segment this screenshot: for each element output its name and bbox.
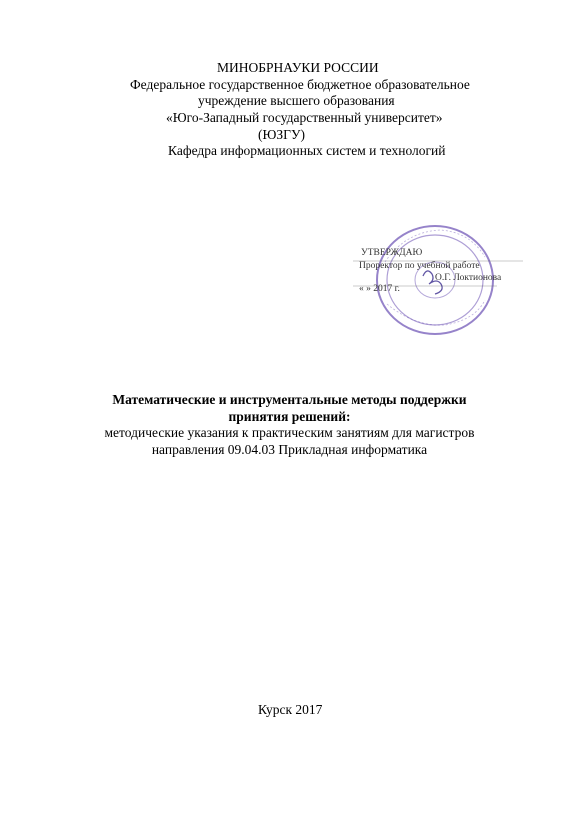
approval-position: Проректор по учебной работе (359, 261, 480, 271)
approval-title: УТВЕРЖДАЮ (361, 248, 423, 258)
city-year: Курск 2017 (258, 702, 323, 717)
document-title-line-1: Математические и инструментальные методы поддержки (112, 392, 467, 407)
ministry-line: МИНОБРНАУКИ РОССИИ (217, 60, 379, 75)
document-title-line-2: принятия решений: (228, 409, 351, 424)
department-name: Кафедра информационных систем и технологий (168, 143, 446, 158)
institution-line-1: Федеральное государственное бюджетное образовательное (130, 77, 470, 92)
university-abbr: (ЮЗГУ) (258, 127, 305, 142)
approval-date: « » 2017 г. (359, 284, 400, 294)
university-name: «Юго-Западный государственный университет» (166, 110, 443, 125)
document-subtitle-line-1: методические указания к практическим занятиям для магистров (104, 425, 475, 440)
approval-stamp-block (345, 212, 545, 342)
approval-name: О.Г. Локтионова (435, 273, 502, 283)
institution-line-2: учреждение высшего образования (198, 93, 395, 108)
document-subtitle-line-2: направления 09.04.03 Прикладная информатика (151, 442, 428, 457)
